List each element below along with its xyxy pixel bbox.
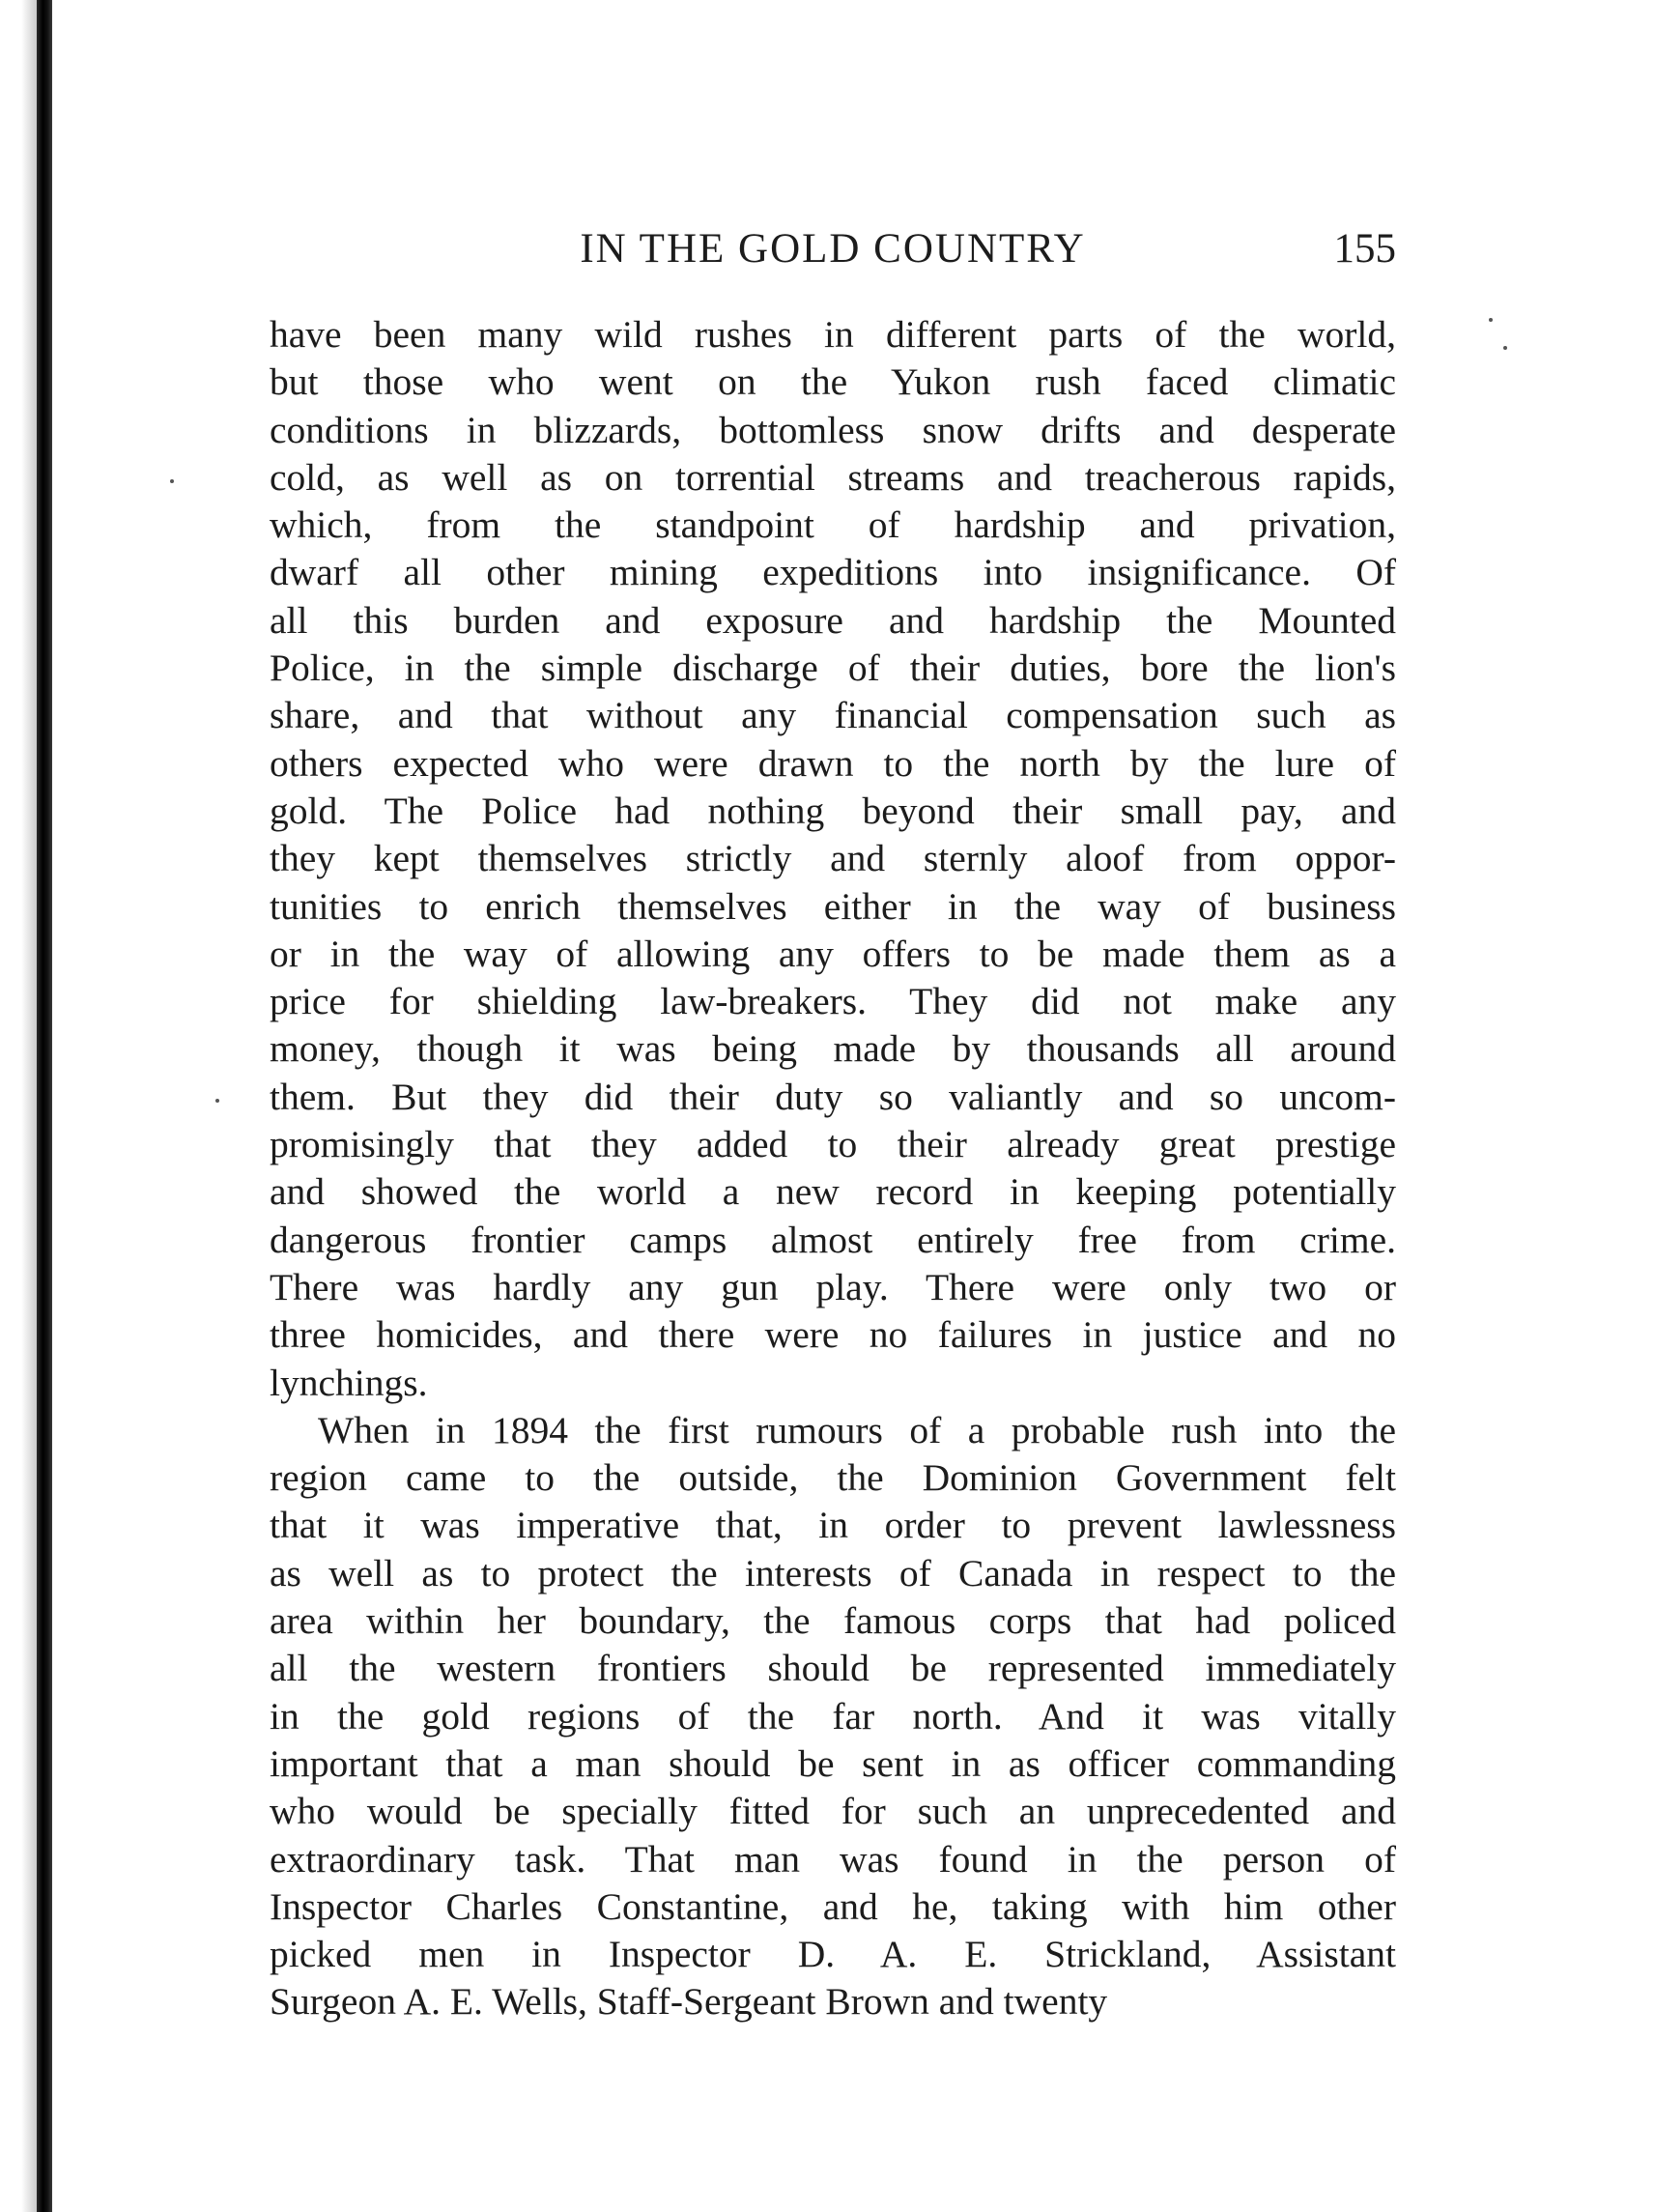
running-head-title: IN THE GOLD COUNTRY [580, 226, 1086, 272]
text-line: or in the way of allowing any offers to be made them as a [270, 932, 1396, 975]
book-binding-edge [37, 0, 52, 2212]
text-line: who would be specially fitted for such an unprecedented and [270, 1790, 1396, 1833]
text-line: all the western frontiers should be represented immediately [270, 1647, 1396, 1690]
scan-speck [1503, 346, 1507, 350]
text-line: share, and that without any financial compensation such as [270, 694, 1396, 737]
text-line: them. But they did their duty so valiantly and so uncom- [270, 1075, 1396, 1118]
body-text [270, 311, 1396, 2026]
text-line: and showed the world a new record in keeping potentially [270, 1170, 1396, 1214]
text-line: in the gold regions of the far north. And it was vitally [270, 1694, 1396, 1738]
text-line: that it was imperative that, in order to prevent lawlessness [270, 1504, 1396, 1547]
text-line: Inspector Charles Constantine, and he, taking with him other [270, 1884, 1396, 1928]
text-line: conditions in blizzards, bottomless snow drifts and desperate [270, 408, 1396, 451]
scan-speck [215, 1099, 219, 1103]
text-line: region came to the outside, the Dominion Government felt [270, 1456, 1396, 1500]
text-line: which, from the standpoint of hardship and privation, [270, 503, 1396, 547]
text-line: gold. The Police had nothing beyond their small pay, and [270, 789, 1396, 832]
text-line: have been many wild rushes in different parts of the world, [270, 313, 1396, 356]
text-line: cold, as well as on torrential streams and treacherous rapids, [270, 455, 1396, 499]
text-line: area within her boundary, the famous corps that had policed [270, 1599, 1396, 1643]
scan-speck [170, 479, 174, 483]
text-line: others expected who were drawn to the north by the lure of [270, 741, 1396, 785]
text-line: Police, in the simple discharge of their duties, bore the lion's [270, 646, 1396, 690]
text-line: dangerous frontier camps almost entirely free from crime. [270, 1218, 1396, 1261]
text-line: Surgeon A. E. Wells, Staff-Sergeant Brown and twenty [270, 1980, 1108, 2024]
text-line: three homicides, and there were no failures in justice and no [270, 1313, 1396, 1357]
paragraph [270, 311, 1396, 1407]
running-head [270, 220, 1396, 278]
text-line: they kept themselves strictly and sternly aloof from oppor- [270, 837, 1396, 880]
text-line: There was hardly any gun play. There were only two or [270, 1265, 1396, 1308]
text-line: dwarf all other mining expeditions into insignificance. Of [270, 551, 1396, 594]
scan-speck [1489, 318, 1493, 322]
text-line: money, though it was being made by thousands all around [270, 1027, 1396, 1071]
text-line: all this burden and exposure and hardship the Mounted [270, 598, 1396, 642]
text-line: as well as to protect the interests of Canada in respect to the [270, 1551, 1396, 1594]
text-line: picked men in Inspector D. A. E. Strickland, Assistant [270, 1933, 1396, 1976]
text-line: important that a man should be sent in as officer commanding [270, 1741, 1396, 1785]
text-line: price for shielding law-breakers. They did not make any [270, 980, 1396, 1023]
text-line: When in 1894 the first rumours of a probable rush into the [318, 1408, 1396, 1451]
text-line: tunities to enrich themselves either in the way of business [270, 884, 1396, 928]
text-line: extraordinary task. That man was found in the person of [270, 1837, 1396, 1881]
paragraph [270, 1407, 1396, 2026]
text-line: but those who went on the Yukon rush faced climatic [270, 360, 1396, 404]
text-line: promisingly that they added to their already great prestige [270, 1123, 1396, 1166]
text-line: lynchings. [270, 1361, 428, 1404]
page-number: 155 [1333, 226, 1396, 272]
